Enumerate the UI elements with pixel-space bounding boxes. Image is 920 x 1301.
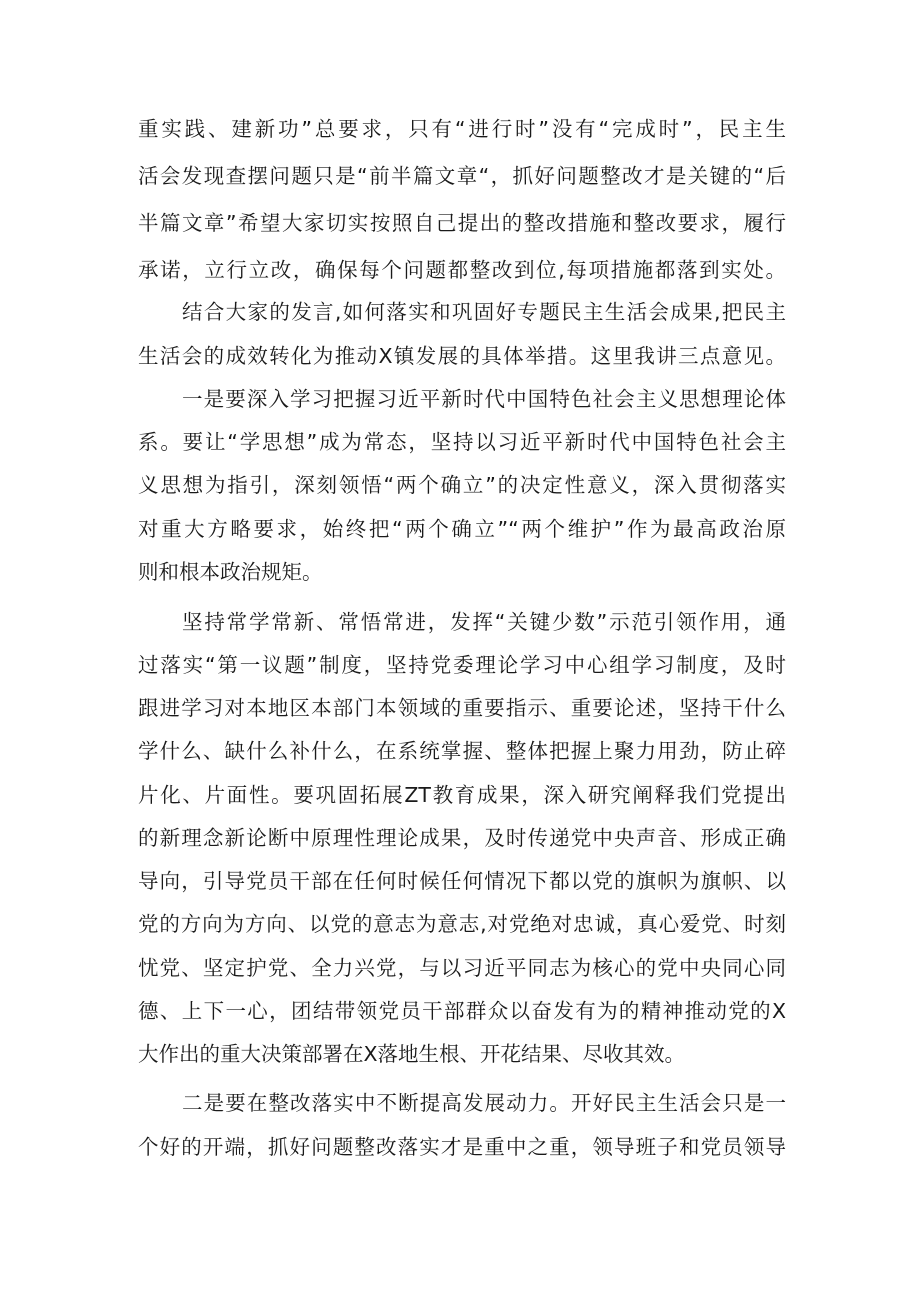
text-line: 德、上下一心，团结带领党员干部群众以奋发有为的精神推动党的X xyxy=(138,999,786,1023)
text-line: 半篇文章”希望大家切实按照自己提出的整改措施和整改要求，履行 xyxy=(138,211,786,235)
text-line: 生活会的成效转化为推动X镇发展的具体举措。这里我讲三点意见。 xyxy=(138,344,786,368)
text-line: 结合大家的发言,如何落实和巩固好专题民主生活会成果,把民主 xyxy=(182,300,786,324)
text-line: 的新理念新论断中原理性理论成果，及时传递党中央声音、形成正确 xyxy=(138,826,786,850)
text-line: 活会发现查摆问题只是“前半篇文章“，抓好问题整改才是关键的“后 xyxy=(138,164,786,188)
text-line: 过落实“第一议题”制度，坚持党委理论学习中心组学习制度，及时 xyxy=(138,653,786,677)
text-line: 对重大方略要求，始终把“两个确立”“两个维护”作为最高政治原 xyxy=(138,517,786,541)
text-line: 一是要深入学习把握习近平新时代中国特色社会主义思想理论体 xyxy=(182,387,786,411)
text-line: 党的方向为方向、以党的意志为意志,对党绝对忠诚，真心爱党、时刻 xyxy=(138,912,786,936)
text-line: 义思想为指引，深刻领悟“两个确立”的决定性意义，深入贯彻落实 xyxy=(138,473,786,497)
text-line: 大作出的重大决策部署在X落地生根、开花结果、尽收其效。 xyxy=(138,1042,686,1066)
text-line: 重实践、建新功”总要求，只有“进行时”没有“完成时”，民主生 xyxy=(138,117,786,141)
text-line: 系。要让“学思想”成为常态，坚持以习近平新时代中国特色社会主 xyxy=(138,430,786,454)
text-line: 个好的开端，抓好问题整改落实才是重中之重，领导班子和党员领导 xyxy=(138,1135,786,1159)
text-line: 跟进学习对本地区本部门本领域的重要指示、重要论述，坚持干什么 xyxy=(138,696,786,720)
text-line: 二是要在整改落实中不断提高发展动力。开好民主生活会只是一 xyxy=(182,1091,786,1115)
text-line: 片化、片面性。要巩固拓展ZT教育成果，深入研究阐释我们党提出 xyxy=(138,783,786,807)
text-line: 导向，引导党员干部在任何时候任何情况下都以党的旗帜为旗帜、以 xyxy=(138,869,786,893)
text-line: 坚持常学常新、常悟常进，发挥“关键少数”示范引领作用，通 xyxy=(182,610,786,634)
text-line: 承诺，立行立改，确保每个问题都整改到位,每项措施都落到实处。 xyxy=(138,258,786,282)
text-line: 忧党、坚定护党、全力兴党，与以习近平同志为核心的党中央同心同 xyxy=(138,956,786,980)
text-line: 学什么、缺什么补什么，在系统掌握、整体把握上聚力用劲，防止碎 xyxy=(138,739,786,763)
text-line: 则和根本政治规矩。 xyxy=(138,560,323,584)
